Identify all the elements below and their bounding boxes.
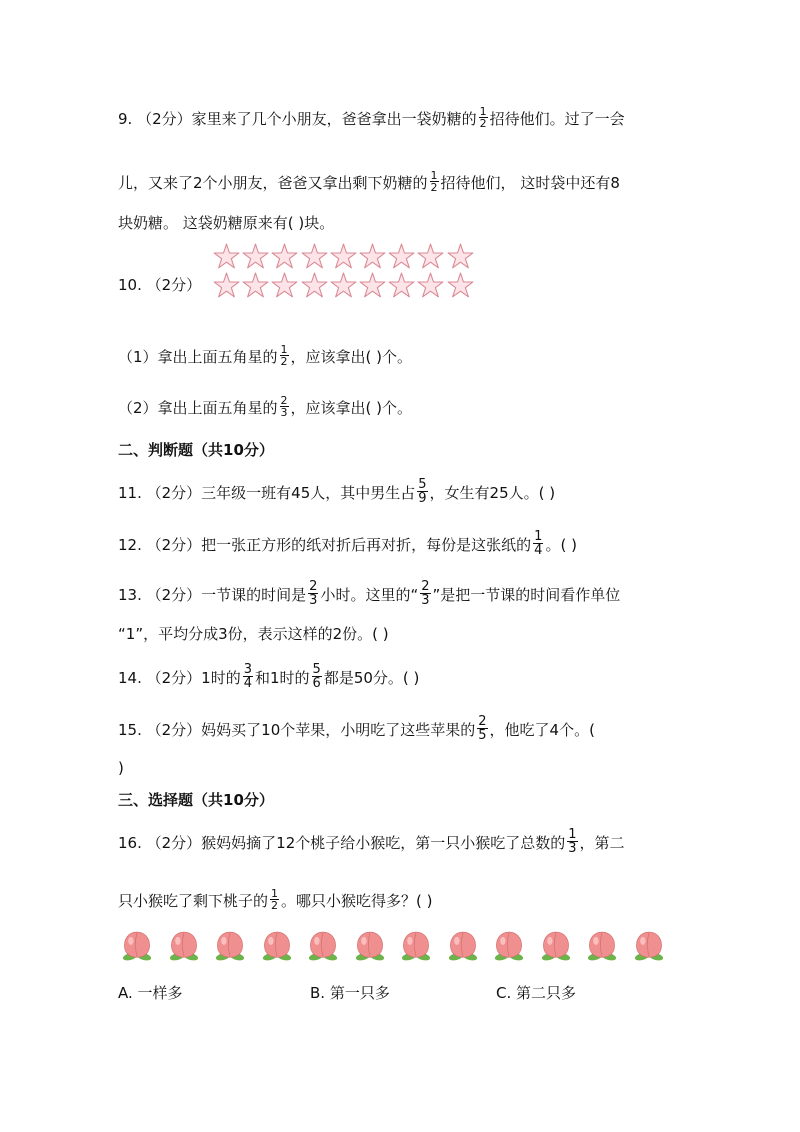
frac-den: 2 xyxy=(479,117,487,130)
frac-den: 4 xyxy=(534,543,543,558)
q10-sub2-text-b: ，应该拿出( )个。 xyxy=(290,399,413,417)
star-icon xyxy=(301,272,328,299)
frac-num: 1 xyxy=(479,105,487,118)
peach-icon xyxy=(632,928,666,962)
star-icon xyxy=(447,272,474,299)
q16-fraction-2 xyxy=(270,888,279,911)
star-icon xyxy=(213,243,240,270)
frac-den: 3 xyxy=(421,593,430,608)
frac-num: 2 xyxy=(421,579,430,594)
q9-fraction-2 xyxy=(430,170,439,193)
star-icon xyxy=(359,272,386,299)
q15-text-b: ，他吃了4个。( xyxy=(489,721,595,739)
q16-option-a[interactable]: A. 一样多 xyxy=(118,984,183,1002)
q10-sub2-fraction xyxy=(280,395,289,418)
q15-text-a: 15. （2分）妈妈买了10个苹果，小明吃了这些苹果的 xyxy=(118,721,476,739)
q15-line1 xyxy=(118,714,595,744)
q16-line1 xyxy=(118,827,625,857)
q13-fraction-2 xyxy=(420,580,430,607)
q13-line1 xyxy=(118,579,621,609)
frac-num: 5 xyxy=(418,477,427,492)
q10-sub1-text-b: ，应该拿出( )个。 xyxy=(290,348,413,366)
star-icon xyxy=(330,243,357,270)
q16-line2 xyxy=(118,887,433,913)
star-icon xyxy=(242,243,269,270)
star-icon xyxy=(388,272,415,299)
frac-num: 1 xyxy=(430,169,438,182)
q10-label: 10. （2分） xyxy=(118,276,202,294)
q13-fraction-1 xyxy=(308,580,318,607)
frac-den: 5 xyxy=(478,728,487,743)
q9-fraction-1 xyxy=(479,106,488,129)
q10-sub2 xyxy=(118,394,413,420)
star-icon xyxy=(213,272,240,299)
q11-text-a: 11. （2分）三年级一班有45人，其中男生占 xyxy=(118,484,416,502)
q9-line1 xyxy=(118,105,625,131)
peach-icon xyxy=(213,928,247,962)
q14-text-c: 都是50分。( ) xyxy=(323,669,420,687)
star-icon xyxy=(271,243,298,270)
q10-sub1-fraction xyxy=(280,344,289,367)
frac-num: 3 xyxy=(243,662,252,677)
q11-text-b: ，女生有25人。( ) xyxy=(429,484,556,502)
star-icon xyxy=(271,272,298,299)
frac-den: 6 xyxy=(312,676,321,691)
q11 xyxy=(118,477,556,507)
q13-text-a: 13. （2分）一节课的时间是 xyxy=(118,586,307,604)
peach-icon xyxy=(446,928,480,962)
q9-text-4: 招待他们， 这时袋中还有8 xyxy=(440,174,620,192)
q11-fraction xyxy=(417,478,427,505)
frac-den: 3 xyxy=(568,841,577,856)
q14-fraction-1 xyxy=(243,663,253,690)
frac-den: 2 xyxy=(280,355,288,368)
frac-den: 3 xyxy=(280,406,288,419)
q9-line2 xyxy=(118,169,620,195)
q10-sub1-text-a: （1）拿出上面五角星的 xyxy=(118,348,278,366)
frac-num: 1 xyxy=(568,827,577,842)
q10-sub2-text-a: （2）拿出上面五角星的 xyxy=(118,399,278,417)
peach-icon xyxy=(260,928,294,962)
q13-text-b: 小时。这里的“ xyxy=(320,586,419,604)
star-icon xyxy=(417,272,444,299)
star-icon xyxy=(388,243,415,270)
q16-text-d: 。哪只小猴吃得多？( ) xyxy=(281,892,433,910)
q13-text-c: ”是把一节课的时间看作单位 xyxy=(432,586,621,604)
q16-text-b: ，第二 xyxy=(579,834,625,852)
q15-line2: ) xyxy=(118,759,124,777)
q16-text-c: 只小猴吃了剩下桃子的 xyxy=(118,892,269,910)
frac-num: 2 xyxy=(478,714,487,729)
peach-icon xyxy=(353,928,387,962)
frac-den: 3 xyxy=(309,593,318,608)
star-icon xyxy=(447,243,474,270)
frac-num: 2 xyxy=(309,579,318,594)
q9-text-1: 9. （2分）家里来了几个小朋友，爸爸拿出一袋奶糖的 xyxy=(118,110,477,128)
q12 xyxy=(118,529,577,559)
q9-text-3: 儿，又来了2个小朋友，爸爸又拿出剩下奶糖的 xyxy=(118,174,428,192)
q10-sub1 xyxy=(118,343,413,369)
q9-text-2: 招待他们。过了一会 xyxy=(489,110,625,128)
q9-line3: 块奶糖。 这袋奶糖原来有( )块。 xyxy=(118,214,335,232)
q12-fraction xyxy=(533,530,543,557)
frac-den: 2 xyxy=(430,181,438,194)
star-icon xyxy=(417,243,444,270)
star-icon xyxy=(242,272,269,299)
frac-num: 5 xyxy=(312,662,321,677)
star-icon xyxy=(330,272,357,299)
section-heading-judgement: 二、判断题（共10分） xyxy=(118,441,274,459)
peach-icon xyxy=(585,928,619,962)
q16-fraction-1 xyxy=(567,828,577,855)
peach-icon xyxy=(167,928,201,962)
q14 xyxy=(118,662,420,692)
q16-text-a: 16. （2分）猴妈妈摘了12个桃子给小猴吃，第一只小猴吃了总数的 xyxy=(118,834,566,852)
peach-icon xyxy=(120,928,154,962)
q14-text-a: 14. （2分）1时的 xyxy=(118,669,241,687)
peach-icon xyxy=(539,928,573,962)
frac-den: 2 xyxy=(271,899,279,912)
q14-text-b: 和1时的 xyxy=(255,669,310,687)
peach-icon xyxy=(399,928,433,962)
q15-fraction xyxy=(477,715,487,742)
frac-num: 1 xyxy=(271,887,279,900)
star-icon xyxy=(359,243,386,270)
q14-fraction-2 xyxy=(312,663,322,690)
q12-text-a: 12. （2分）把一张正方形的纸对折后再对折，每份是这张纸的 xyxy=(118,536,532,554)
section-heading-choice: 三、选择题（共10分） xyxy=(118,791,274,809)
star-icon xyxy=(301,243,328,270)
q16-option-b[interactable]: B. 第一只多 xyxy=(310,984,390,1002)
q13-line2: “1”，平均分成3份，表示这样的2份。( ) xyxy=(118,625,389,643)
peach-icon xyxy=(306,928,340,962)
frac-num: 1 xyxy=(280,343,288,356)
frac-den: 9 xyxy=(418,491,427,506)
frac-num: 1 xyxy=(534,529,543,544)
frac-den: 4 xyxy=(243,676,252,691)
q16-option-c[interactable]: C. 第二只多 xyxy=(496,984,577,1002)
q12-text-b: 。( ) xyxy=(545,536,577,554)
frac-num: 2 xyxy=(280,394,288,407)
peach-icon xyxy=(492,928,526,962)
